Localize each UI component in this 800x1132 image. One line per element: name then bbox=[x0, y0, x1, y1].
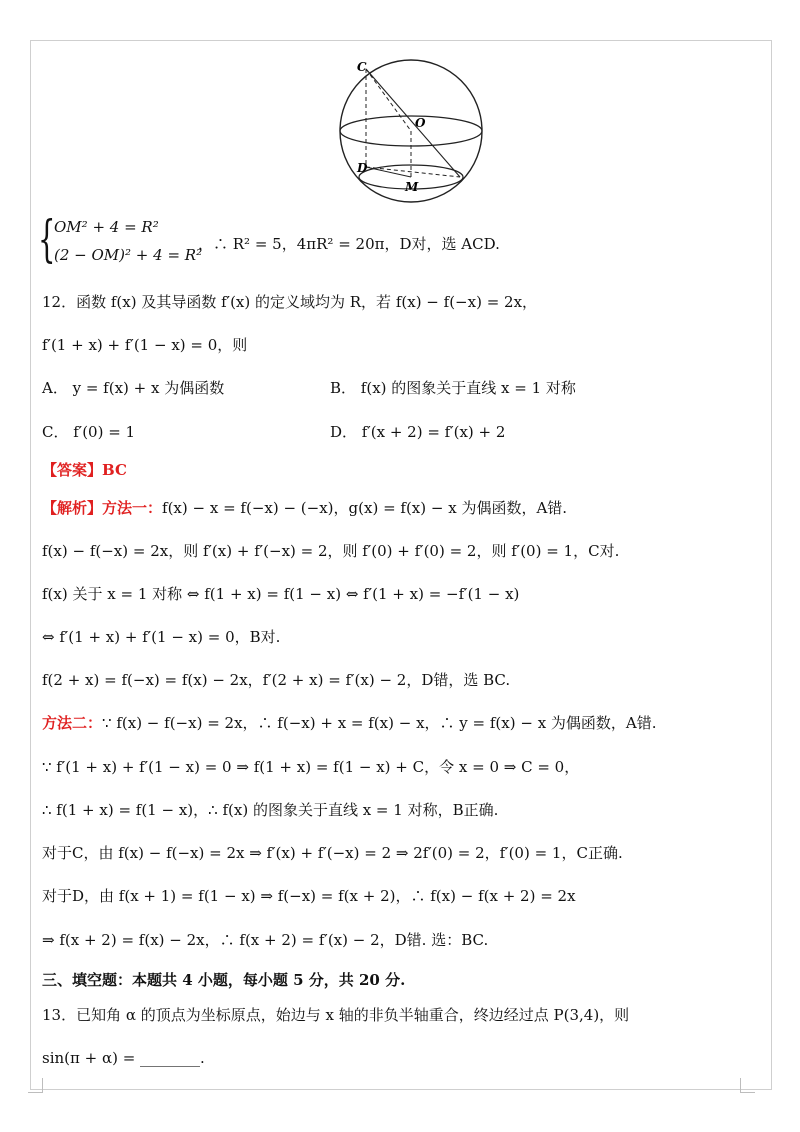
answer-tag: 【答案】 bbox=[42, 461, 103, 479]
sphere-figure bbox=[335, 55, 495, 209]
q12-option-c: C． f′(0) = 1 bbox=[42, 423, 136, 441]
q12-option-a: A． y = f(x) + x 为偶函数 bbox=[42, 379, 225, 397]
analysis-tag: 【解析】 bbox=[42, 499, 103, 517]
analysis-line-9: 对于C，由 f(x) − f(−x) = 2x ⇒ f′(x) + f′(−x) = 2 ⇒ 2f′(0) = 2，f′(0) = 1，C正确. bbox=[42, 844, 623, 862]
analysis-line-6 bbox=[42, 713, 657, 733]
q12-stem-line-1: 12．函数 f(x) 及其导函数 f′(x) 的定义域均为 R，若 f(x) − f(−x) = 2x， bbox=[42, 293, 538, 311]
analysis-line-7: ∵ f′(1 + x) + f′(1 − x) = 0 ⇒ f(1 + x) = f(1 − x) + C，令 x = 0 ⇒ C = 0， bbox=[42, 758, 580, 776]
label-o: O bbox=[415, 116, 426, 130]
label-d: D bbox=[357, 161, 368, 175]
q12-stem-line-2: f′(1 + x) + f′(1 − x) = 0，则 bbox=[42, 336, 248, 354]
analysis-line-5: f(2 + x) = f(−x) = f(x) − 2x，f′(2 + x) = f′(x) − 2，D错，选 BC. bbox=[42, 671, 511, 689]
system-eq-1: OM² + 4 = R² bbox=[54, 218, 159, 236]
analysis-line-3: f(x) 关于 x = 1 对称 ⇔ f(1 + x) = f(1 − x) ⇔ f′(1 + x) = −f′(1 − x) bbox=[42, 585, 520, 603]
answer-value: BC bbox=[102, 461, 127, 479]
section-3-title: 三、填空题：本题共 4 小题，每小题 5 分，共 20 分. bbox=[42, 971, 406, 989]
brace-icon: { bbox=[38, 210, 56, 268]
system-conclusion: ，∴ R² = 5，4πR² = 20π，D对，选 ACD. bbox=[198, 235, 500, 253]
label-c: C bbox=[357, 60, 367, 74]
analysis-text-1: f(x) − x = f(−x) − (−x)，g(x) = f(x) − x 为偶函数，A错. bbox=[162, 499, 568, 517]
analysis-line-1 bbox=[42, 498, 567, 518]
answer-line bbox=[42, 460, 127, 480]
corner-mark-right bbox=[740, 1078, 755, 1093]
analysis-text-6: ∵ f(x) − f(−x) = 2x，∴ f(−x) + x = f(x) − x，∴ y = f(x) − x 为偶函数，A错. bbox=[102, 714, 657, 732]
q13-stem-line-2: sin(π + α) = ________. bbox=[42, 1049, 205, 1067]
system-eq-2: (2 − OM)² + 4 = R² bbox=[54, 246, 203, 264]
q12-option-b: B． f(x) 的图象关于直线 x = 1 对称 bbox=[330, 379, 576, 397]
q13-stem-line-1: 13．已知角 α 的顶点为坐标原点，始边与 x 轴的非负半轴重合，终边经过点 P(3,4)，则 bbox=[42, 1006, 630, 1024]
q12-option-d: D． f′(x + 2) = f′(x) + 2 bbox=[330, 423, 506, 441]
analysis-line-10: 对于D，由 f(x + 1) = f(1 − x) ⇒ f(−x) = f(x + 2)，∴ f(x) − f(x + 2) = 2x bbox=[42, 887, 576, 905]
analysis-line-4: ⇔ f′(1 + x) + f′(1 − x) = 0，B对. bbox=[42, 628, 281, 646]
corner-mark-left bbox=[28, 1078, 43, 1093]
method-2-label: 方法二： bbox=[42, 714, 103, 732]
analysis-line-2: f(x) − f(−x) = 2x，则 f′(x) + f′(−x) = 2，则 f′(0) + f′(0) = 2，则 f′(0) = 1，C对. bbox=[42, 542, 620, 560]
method-1-label: 方法一： bbox=[102, 499, 163, 517]
analysis-line-11: ⇒ f(x + 2) = f(x) − 2x，∴ f(x + 2) = f′(x) − 2，D错. 选：BC. bbox=[42, 931, 489, 949]
sphere-diagram bbox=[335, 55, 495, 205]
label-m: M bbox=[405, 180, 419, 194]
analysis-line-8: ∴ f(1 + x) = f(1 − x)，∴ f(x) 的图象关于直线 x = 1 对称，B正确. bbox=[42, 801, 499, 819]
